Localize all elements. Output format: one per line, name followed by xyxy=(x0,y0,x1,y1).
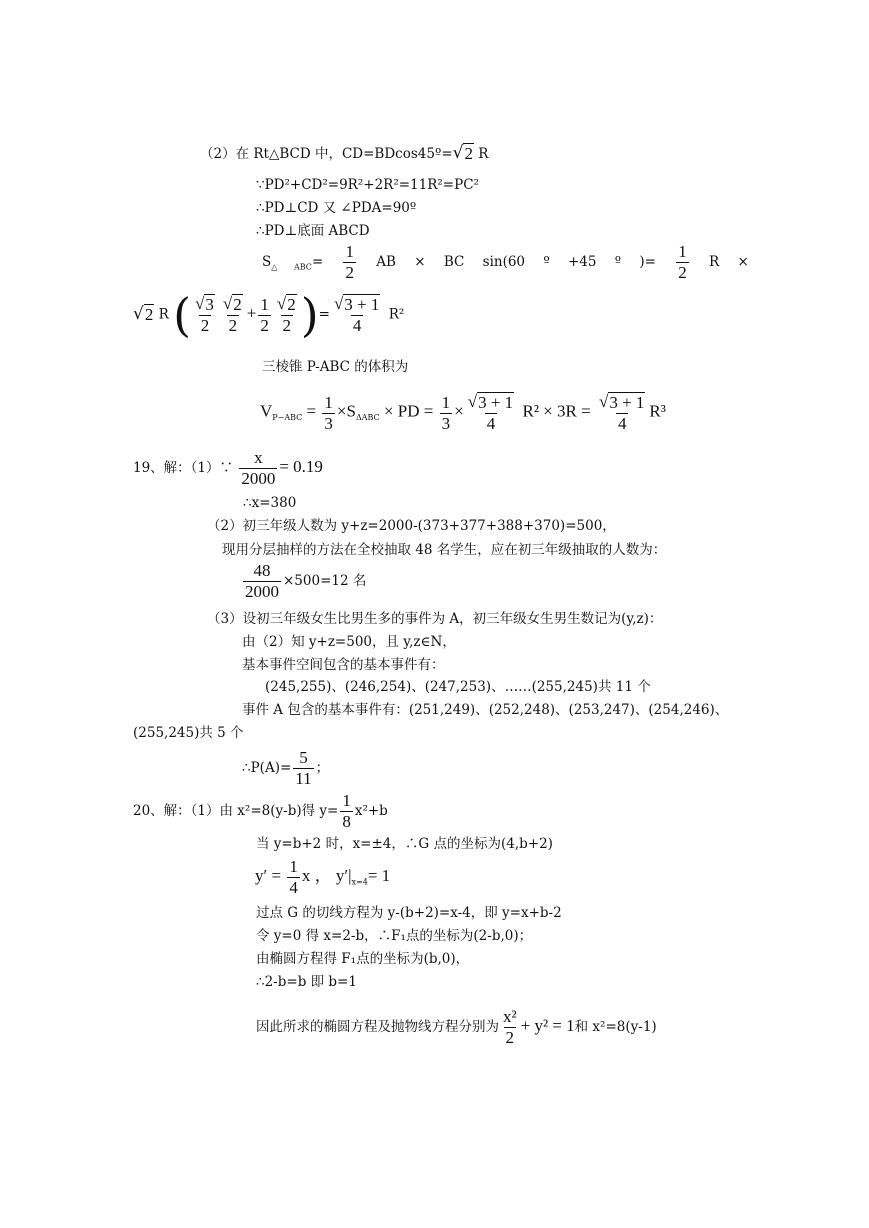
q19-line-3: （2）初三年级人数为 y+z=2000-(373+377+388+370)=500， xyxy=(207,518,616,534)
fraction-one-half: $\frac{1}{2}$ xyxy=(345,242,354,282)
fraction-1-over-8: $\frac{1}{8}$ xyxy=(342,791,351,831)
fraction-one-third-2: $\frac{1}{3}$ xyxy=(441,392,451,433)
q19-line-1: 19、解：（1）∵ $\frac{x}{2000}$ = 0.19 xyxy=(133,448,323,488)
q19-line-8: 基本事件空间包含的基本事件有： xyxy=(242,657,445,673)
fraction-5-over-11: $\frac{5}{11}$ xyxy=(295,748,312,788)
fraction-x-over-2000: $\frac{x}{2000}$ xyxy=(241,448,276,488)
q19-line-6: （3）设初三年级女生比男生多的事件为 A，初三年级女生男生数记为(y,z)： xyxy=(207,611,663,627)
q18-line-4: ∴PD⊥底面 ABCD xyxy=(256,223,370,239)
q20-line-1: 20、解：（1）由 x²=8(y-b)得 y= $\frac{1}{8}$ x²+b xyxy=(133,791,388,831)
sqrt-2: √ 2 xyxy=(452,143,473,163)
q18-area-line: $S_{\triangle ABC}=$ $\frac{1}{2}$ AB × BC sin(60 º +45 º )= $\frac{1}{2}$ R × xyxy=(262,242,749,282)
fraction-48-over-2000: $\frac{48}{2000}$ xyxy=(245,561,279,601)
sqrt-2-b: √ 2 xyxy=(133,303,154,324)
q18-line-2: ∵PD²+CD²=9R²+2R²=11R²=PC² xyxy=(256,177,479,193)
q19-line-4: 现用分层抽样的方法在全校抽取 48 名学生，应在初三年级抽取的人数为： xyxy=(222,542,667,558)
fraction-x2-over-2: $\frac{\text{x²}}{2}$ xyxy=(503,1007,517,1047)
q19-line-2: ∴x=380 xyxy=(243,495,297,511)
fraction-sqrt3plus1-over-4-c: √ 3 + 1 4 xyxy=(598,392,645,433)
q18-line-1: （2）在 Rt△BCD 中，CD=BDcos45º= √ 2 R xyxy=(200,143,489,163)
q19-line-5: $\frac{48}{2000}$ ×500=12 名 xyxy=(245,561,367,601)
q19-line-7: 由（2）知 y+z=500，且 y,z∈N， xyxy=(242,634,456,650)
fraction-sqrt3plus1-over-4: √ 3 + 1 4 xyxy=(333,294,380,335)
q18-line-6: 三棱锥 P-ABC 的体积为 xyxy=(262,359,409,375)
fraction-sqrt3plus1-over-4-b: √ 3 + 1 4 xyxy=(467,392,514,433)
q20-line-5: 令 y=0 得 x=2-b，∴F₁点的坐标为(2-b,0)； xyxy=(256,928,533,944)
q19-line-9: (245,255)、(246,254)、(247,253)、……(255,245)共 11 个 xyxy=(265,679,651,695)
fraction-sqrt3-over-2: √ 3 2 xyxy=(195,294,214,335)
q18-volume-formula: $V_{P-ABC}$ = $\frac{1}{3}$ $\times S_{\Delta ABC}$ × PD = $\frac{1}{3}$ × √ 3 + 1 4 R² × 3R = √ 3 + 1 4 R³ xyxy=(260,392,666,433)
fraction-one-half-2: $\frac{1}{2}$ xyxy=(678,242,687,282)
q20-line-2: 当 y=b+2 时，x=±4，∴G 点的坐标为(4,b+2) xyxy=(256,836,553,852)
q20-line-8: 因此所求的椭圆方程及抛物线方程分别为 $\frac{\text{x²}}{2}$ + y² = 1和 x²=8(y-1) xyxy=(256,1007,657,1047)
fraction-1-over-2: $\frac{1}{2}$ xyxy=(260,294,269,335)
fraction-1-over-4: $\frac{1}{4}$ xyxy=(289,857,298,897)
q20-line-3: y′ = $\frac{1}{4}$ x ， $y'|_{x=4}= 1$ xyxy=(255,857,391,897)
q18-area-continued: √ 2 R ( √ 3 2 √ 2 2 + $\frac{1}{2}$ √ 2 2 )= √ 3 + 1 4 R² xyxy=(133,288,405,342)
q18-line-3: ∴PD⊥CD 又 ∠PDA=90º xyxy=(256,200,417,216)
q20-line-7: ∴2-b=b 即 b=1 xyxy=(256,974,357,990)
fraction-sqrt2-over-2-b: √ 2 2 xyxy=(276,294,296,335)
q20-line-6: 由椭圆方程得 F₁点的坐标为(b,0)， xyxy=(256,951,470,967)
fraction-sqrt2-over-2: √ 2 2 xyxy=(222,294,242,335)
fraction-one-third: $\frac{1}{3}$ xyxy=(324,392,333,433)
q20-line-4: 过点 G 的切线方程为 y-(b+2)=x-4，即 y=x+b-2 xyxy=(256,905,562,921)
q19-line-10: 事件 A 包含的基本事件有：(251,249)、(252,248)、(253,247)、(254,246)、 xyxy=(242,702,729,718)
equals: = xyxy=(441,146,453,162)
q19-line-11: (255,245)共 5 个 xyxy=(133,725,244,741)
q19-line-12: ∴P(A)= $\frac{5}{11}$ ； xyxy=(242,748,330,788)
